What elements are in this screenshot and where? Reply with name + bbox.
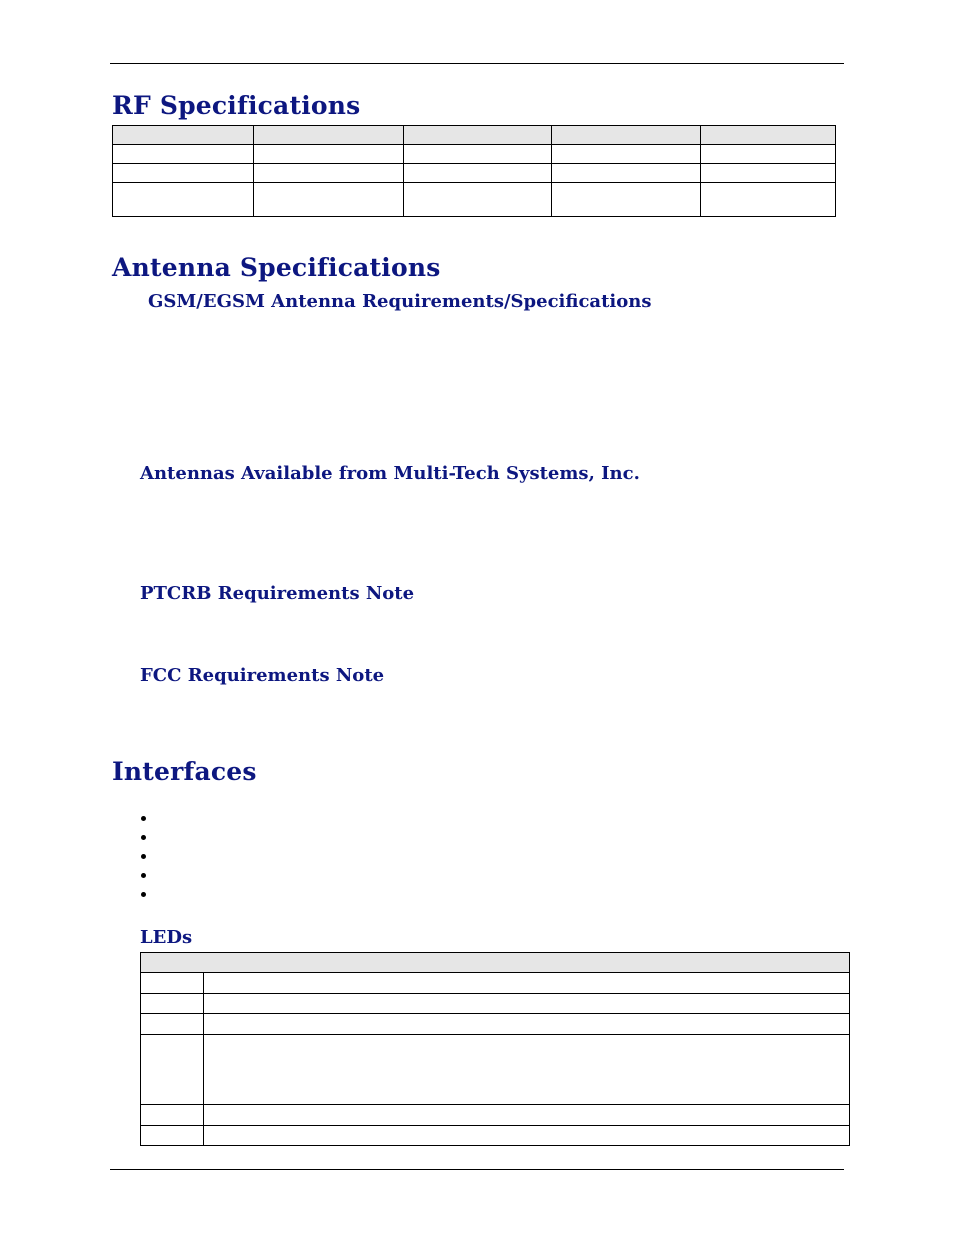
bullet-icon [141,873,146,878]
table-cell [113,164,254,183]
table-cell [204,1014,850,1035]
table-row [141,1014,850,1035]
antenna-specifications-heading: Antenna Specifications [112,253,441,282]
table-cell [141,1014,204,1035]
table-row [141,973,850,994]
table-cell [701,183,836,217]
table-row [141,1035,850,1105]
table-cell [701,164,836,183]
fcc-requirements-heading: FCC Requirements Note [140,665,385,686]
leds-heading: LEDs [140,927,193,948]
bullet-icon [141,835,146,840]
table-cell [113,183,254,217]
table-cell [141,994,204,1014]
table-cell [204,1105,850,1126]
ptcrb-requirements-heading: PTCRB Requirements Note [140,583,415,604]
rf-specifications-table [112,125,836,217]
table-header-row [113,126,836,145]
table-header-row [141,953,850,973]
table-header-cell [552,126,701,145]
gsm-antenna-requirements-heading: GSM/EGSM Antenna Requirements/Specifications [148,291,652,312]
leds-table [140,952,850,1146]
table-cell [204,973,850,994]
table-cell [204,1126,850,1146]
table-row [141,1126,850,1146]
footer-rule [110,1169,844,1170]
table-cell [254,183,404,217]
table-cell [141,1105,204,1126]
table-cell [404,164,552,183]
table-cell [204,1035,850,1105]
table-cell [552,183,701,217]
table-cell [701,145,836,164]
interfaces-heading: Interfaces [112,757,257,786]
header-rule [110,63,844,64]
table-header-cell [701,126,836,145]
table-cell [254,145,404,164]
table-cell [141,1126,204,1146]
table-cell [141,973,204,994]
table-cell [141,1035,204,1105]
table-row [113,145,836,164]
table-header-cell [254,126,404,145]
table-cell [404,145,552,164]
table-cell [204,994,850,1014]
table-cell [113,145,254,164]
table-row [113,183,836,217]
table-row [141,994,850,1014]
table-header-cell [404,126,552,145]
table-cell [404,183,552,217]
table-row [141,1105,850,1126]
table-header-cell [113,126,254,145]
table-header-cell [141,953,850,973]
table-cell [552,145,701,164]
table-cell [552,164,701,183]
antennas-available-heading: Antennas Available from Multi-Tech Systems, Inc. [140,463,640,484]
rf-specifications-heading: RF Specifications [112,91,361,120]
table-cell [254,164,404,183]
table-row [113,164,836,183]
bullet-icon [141,816,146,821]
bullet-icon [141,892,146,897]
bullet-icon [141,854,146,859]
